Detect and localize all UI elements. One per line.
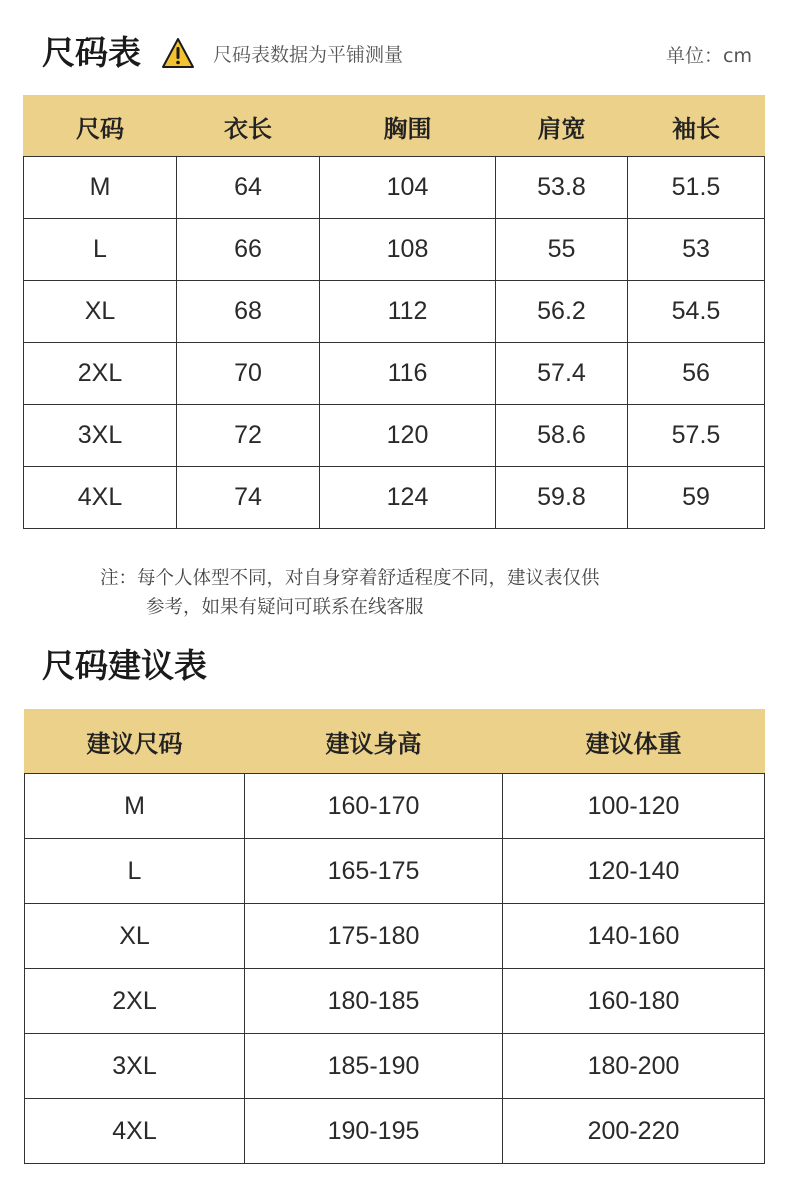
table-row <box>25 969 765 1034</box>
table-cell: 3XL <box>24 405 177 467</box>
column-header: 尺码 <box>24 96 177 157</box>
table-row <box>25 839 765 904</box>
table-cell: 120-140 <box>503 839 765 904</box>
size-table <box>23 95 765 529</box>
table-cell: M <box>24 157 177 219</box>
table-cell: 2XL <box>25 969 245 1034</box>
table-cell: 58.6 <box>496 405 628 467</box>
table-cell: 4XL <box>25 1099 245 1164</box>
table-cell: 165-175 <box>245 839 503 904</box>
table-cell: 56 <box>628 343 765 405</box>
table-cell: 56.2 <box>496 281 628 343</box>
table-cell: 3XL <box>25 1034 245 1099</box>
table-cell: 190-195 <box>245 1099 503 1164</box>
table-cell: 120 <box>320 405 496 467</box>
table-cell: 64 <box>177 157 320 219</box>
table-cell: 72 <box>177 405 320 467</box>
table-cell: M <box>25 774 245 839</box>
table-cell: 185-190 <box>245 1034 503 1099</box>
table-row <box>25 904 765 969</box>
table-cell: 66 <box>177 219 320 281</box>
table-row <box>24 219 765 281</box>
column-header: 建议身高 <box>245 710 503 774</box>
table-cell: 68 <box>177 281 320 343</box>
unit-label: 单位：cm <box>666 45 752 67</box>
table-cell: 200-220 <box>503 1099 765 1164</box>
table-cell: 180-200 <box>503 1034 765 1099</box>
table-cell: XL <box>25 904 245 969</box>
column-header: 建议尺码 <box>25 710 245 774</box>
table-row <box>24 343 765 405</box>
column-header: 胸围 <box>320 96 496 157</box>
table-cell: 59 <box>628 467 765 529</box>
table-cell: 54.5 <box>628 281 765 343</box>
table-cell: L <box>24 219 177 281</box>
column-header: 建议体重 <box>503 710 765 774</box>
recommend-chart-title: 尺码建议表 <box>42 646 207 685</box>
table-cell: 59.8 <box>496 467 628 529</box>
table-row <box>25 1099 765 1164</box>
table-cell: 180-185 <box>245 969 503 1034</box>
table-cell: 104 <box>320 157 496 219</box>
recommend-table <box>24 709 765 1164</box>
table-cell: 57.4 <box>496 343 628 405</box>
column-header: 衣长 <box>177 96 320 157</box>
disclaimer-note <box>100 564 600 622</box>
table-cell: 70 <box>177 343 320 405</box>
warning-triangle-icon <box>161 37 195 69</box>
disclaimer-line: 注：每个人体型不同，对自身穿着舒适程度不同，建议表仅供 <box>100 568 600 589</box>
table-cell: 55 <box>496 219 628 281</box>
table-cell: 74 <box>177 467 320 529</box>
table-cell: XL <box>24 281 177 343</box>
table-row <box>24 157 765 219</box>
disclaimer-line: 参考，如果有疑问可联系在线客服 <box>146 597 424 618</box>
table-cell: 175-180 <box>245 904 503 969</box>
table-cell: 2XL <box>24 343 177 405</box>
table-cell: 124 <box>320 467 496 529</box>
table-row <box>24 281 765 343</box>
table-cell: 57.5 <box>628 405 765 467</box>
recommend-table-header <box>25 710 765 774</box>
measurement-note: 尺码表数据为平铺测量 <box>213 44 404 66</box>
table-cell: 140-160 <box>503 904 765 969</box>
column-header: 肩宽 <box>496 96 628 157</box>
table-row <box>24 405 765 467</box>
column-header: 袖长 <box>628 96 765 157</box>
table-cell: 51.5 <box>628 157 765 219</box>
table-cell: 160-170 <box>245 774 503 839</box>
table-row <box>25 1034 765 1099</box>
table-cell: 53 <box>628 219 765 281</box>
table-cell: 4XL <box>24 467 177 529</box>
table-cell: L <box>25 839 245 904</box>
table-row <box>25 774 765 839</box>
size-chart-title: 尺码表 <box>42 33 141 72</box>
table-cell: 108 <box>320 219 496 281</box>
size-table-header <box>24 96 765 157</box>
table-cell: 160-180 <box>503 969 765 1034</box>
table-row <box>24 467 765 529</box>
table-cell: 100-120 <box>503 774 765 839</box>
table-cell: 112 <box>320 281 496 343</box>
table-cell: 53.8 <box>496 157 628 219</box>
table-cell: 116 <box>320 343 496 405</box>
